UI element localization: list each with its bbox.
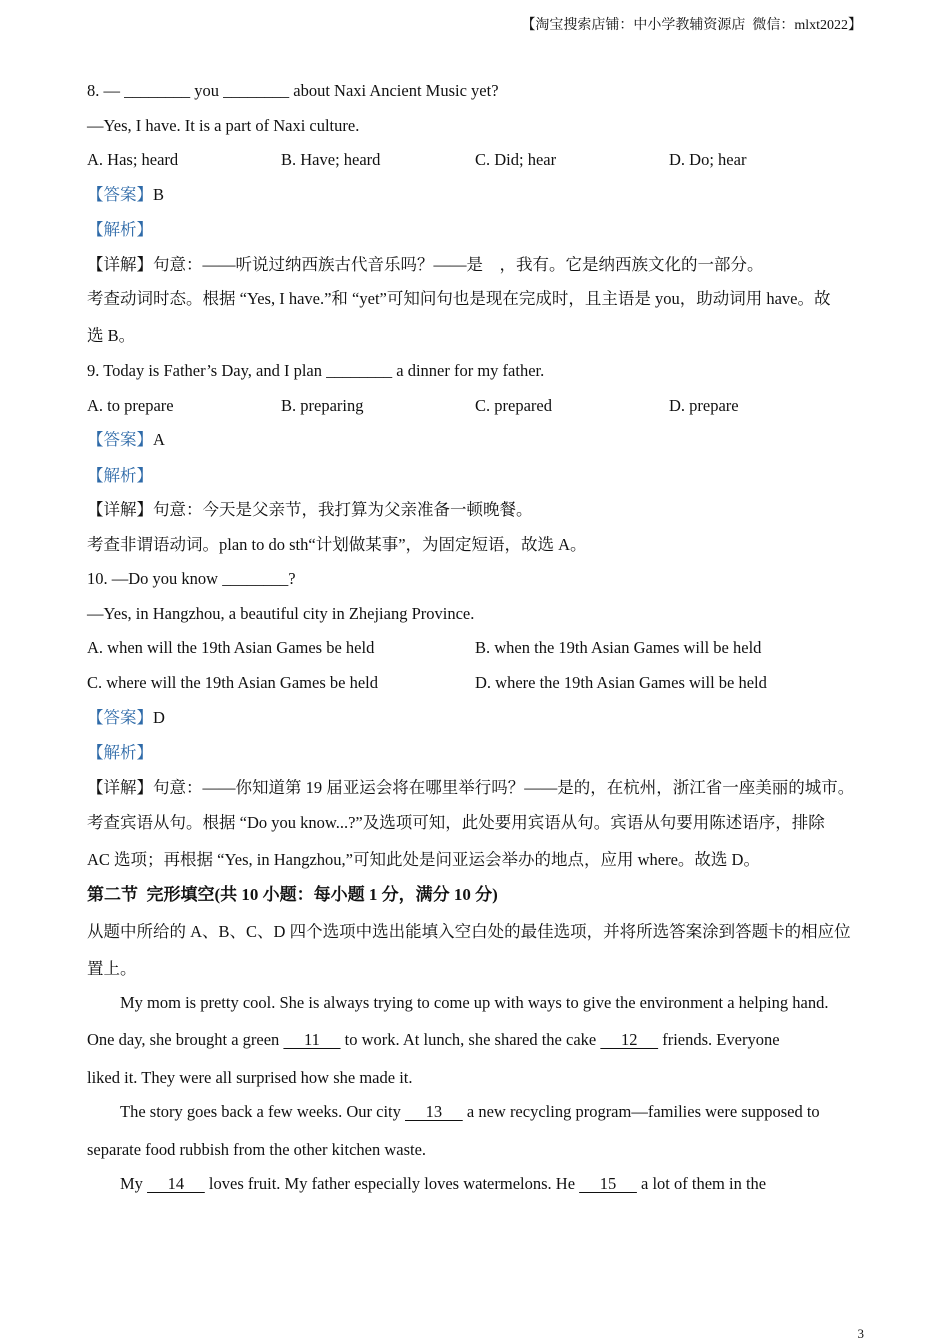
text-segment: a new recycling program—families were supposed to (462, 1102, 820, 1121)
text-segment: friends. Everyone (658, 1030, 780, 1049)
q10-detail (87, 778, 854, 798)
q8-explain-1: 考查动词时态。根据 “Yes, I have.”和 “yet”可知问句也是现在完成时，且主语是 you，助动词用 have。故 (87, 289, 831, 308)
q10-explain-2: AC 选项；再根据 “Yes, in Hangzhou,”可知此处是问亚运会举办的地点，应用 where。故选 D。 (87, 850, 760, 869)
detail-tag: 【详解】 (87, 778, 153, 797)
q9-analysis-tag: 【解析】 (87, 466, 153, 485)
answer-value: D (153, 708, 165, 727)
answer-tag: 【答案】 (87, 708, 153, 727)
q8-option-b: B. Have; heard (281, 150, 381, 169)
passage-p1-line2 (87, 1030, 780, 1050)
q10-reply: —Yes, in Hangzhou, a beautiful city in Zhejiang Province. (87, 604, 475, 623)
text-segment: One day, she brought a green (87, 1030, 284, 1049)
q8-answer (87, 185, 164, 205)
section-instruction-1: 从题中所给的 A、B、C、D 四个选项中选出能填入空白处的最佳选项，并将所选答案涂到答题卡的相应位 (87, 922, 851, 941)
text-segment: a lot of them in the (636, 1174, 767, 1193)
q8-explain-2: 选 B。 (87, 326, 136, 345)
q8-reply: —Yes, I have. It is a part of Naxi culture. (87, 116, 360, 135)
q10-option-c: C. where will the 19th Asian Games be held (87, 673, 378, 692)
blank-14: 14 (147, 1174, 205, 1193)
passage-p2-line1 (120, 1102, 820, 1122)
q9-detail (87, 500, 533, 520)
passage-p1-line3: liked it. They were all surprised how she made it. (87, 1068, 413, 1087)
detail-tag: 【详解】 (87, 255, 153, 274)
q9-explain-1: 考查非谓语动词。plan to do sth“计划做某事”，为固定短语，故选 A。 (87, 535, 587, 554)
q8-detail (87, 255, 764, 275)
blank-15: 15 (579, 1174, 637, 1193)
q10-stem: 10. —Do you know ________? (87, 569, 296, 588)
q10-explain-1: 考查宾语从句。根据 “Do you know...?”及选项可知，此处要用宾语从句。宾语从句要用陈述语序，排除 (87, 813, 825, 832)
answer-tag: 【答案】 (87, 430, 153, 449)
detail-text: 句意：今天是父亲节，我打算为父亲准备一顿晚餐。 (153, 500, 533, 519)
q9-stem: 9. Today is Father’s Day, and I plan ________ a dinner for my father. (87, 361, 545, 380)
q9-option-b: B. preparing (281, 396, 364, 415)
q8-option-c: C. Did; hear (475, 150, 557, 169)
q9-option-d: D. prepare (669, 396, 739, 415)
header-note: 【淘宝搜索店铺：中小学教辅资源店 微信：mlxt2022】 (521, 18, 862, 33)
q8-stem: 8. — ________ you ________ about Naxi Ancient Music yet? (87, 81, 499, 100)
answer-value: B (153, 185, 165, 204)
q10-analysis-tag: 【解析】 (87, 743, 153, 762)
page-number: 3 (857, 1326, 864, 1341)
text-segment: loves fruit. My father especially loves watermelons. He (204, 1174, 580, 1193)
blank-12: 12 (600, 1030, 659, 1049)
answer-tag: 【答案】 (87, 185, 153, 204)
detail-text: 句意：——你知道第 19 届亚运会将在哪里举行吗？——是的，在杭州，浙江省一座美丽的城市。 (153, 778, 855, 797)
section-title: 第二节 完形填空(共 10 小题：每小题 1 分，满分 10 分) (87, 885, 498, 904)
q10-option-d: D. where the 19th Asian Games will be held (475, 673, 767, 692)
q8-analysis-tag: 【解析】 (87, 220, 153, 239)
q8-option-d: D. Do; hear (669, 150, 747, 169)
blank-13: 13 (405, 1102, 463, 1121)
q9-answer (87, 430, 165, 450)
passage-p1-line1: My mom is pretty cool. She is always trying to come up with ways to give the environment a helping hand. (120, 993, 829, 1012)
detail-tag: 【详解】 (87, 500, 153, 519)
q8-option-a: A. Has; heard (87, 150, 179, 169)
blank-11: 11 (283, 1030, 341, 1049)
section-instruction-2: 置上。 (87, 959, 137, 978)
text-segment: The story goes back a few weeks. Our city (120, 1102, 405, 1121)
text-segment: to work. At lunch, she shared the cake (340, 1030, 601, 1049)
text-segment: My (120, 1174, 148, 1193)
answer-value: A (153, 430, 165, 449)
passage-p3-line1 (120, 1174, 766, 1194)
passage-p2-line2: separate food rubbish from the other kitchen waste. (87, 1140, 427, 1159)
q10-option-b: B. when the 19th Asian Games will be held (475, 638, 762, 657)
q9-option-c: C. prepared (475, 396, 552, 415)
q10-option-a: A. when will the 19th Asian Games be held (87, 638, 375, 657)
q9-option-a: A. to prepare (87, 396, 174, 415)
detail-text: 句意：——听说过纳西族古代音乐吗？——是 ，我有。它是纳西族文化的一部分。 (153, 255, 764, 274)
q10-answer (87, 708, 165, 728)
